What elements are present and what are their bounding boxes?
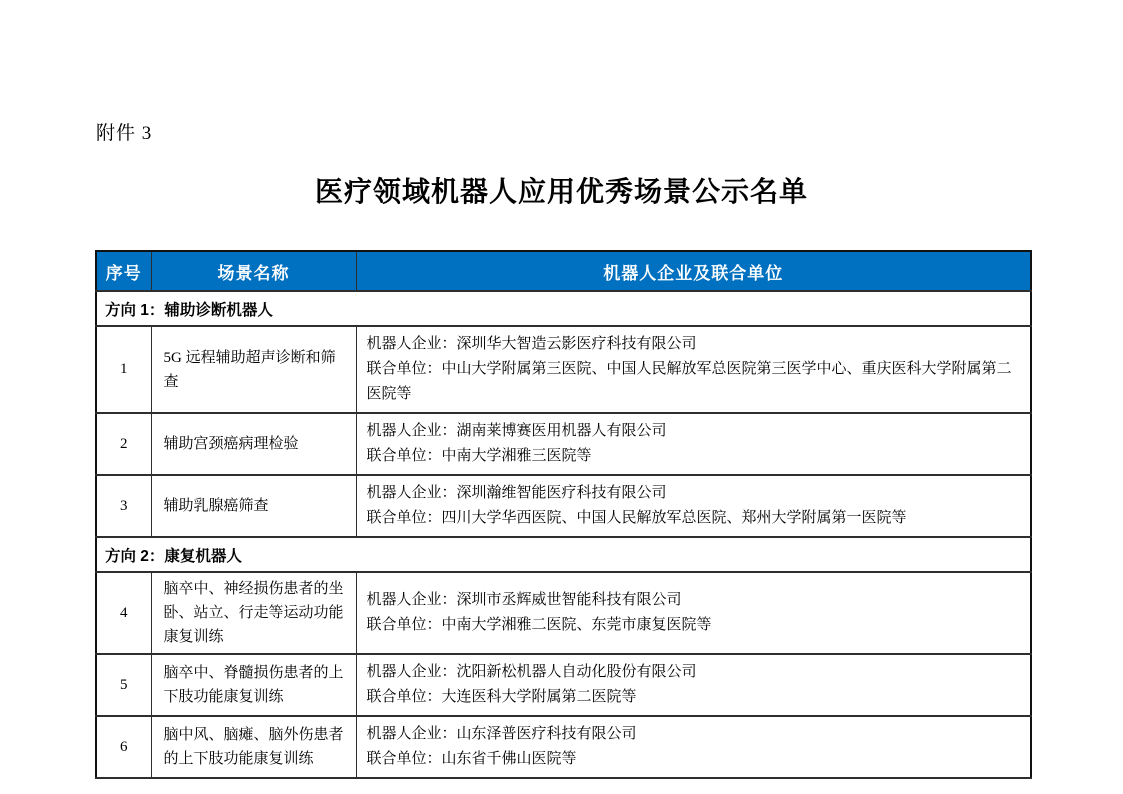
table-row (96, 654, 1031, 716)
org-cell (356, 654, 1031, 716)
partners-line: 联合单位：中南大学湘雅三医院等 (366, 448, 592, 464)
scene-name: 辅助宫颈癌病理检验 (151, 413, 356, 475)
column-header-no: 序号 (96, 251, 151, 291)
section-label: 方向 1：辅助诊断机器人 (96, 291, 1031, 326)
company-line: 机器人企业：深圳华大智造云影医疗科技有限公司 (366, 336, 697, 352)
page-title: 医疗领域机器人应用优秀场景公示名单 (314, 177, 808, 208)
company-line: 机器人企业：深圳瀚维智能医疗科技有限公司 (366, 485, 667, 501)
table-row (96, 572, 1031, 654)
section-label: 方向 2：康复机器人 (96, 537, 1031, 572)
partners-line: 联合单位：中山大学附属第三医院、中国人民解放军总医院第三医学中心、重庆医科大学附属第二医院等 (366, 361, 1012, 402)
org-cell (356, 716, 1031, 778)
scenario-table (95, 250, 1032, 779)
company-line: 机器人企业：深圳市丞辉威世智能科技有限公司 (366, 592, 682, 608)
company-line: 机器人企业：山东泽普医疗科技有限公司 (366, 726, 637, 742)
scene-name: 脑卒中、神经损伤患者的坐卧、站立、行走等运动功能康复训练 (151, 572, 356, 654)
row-number: 3 (96, 475, 151, 537)
column-header-org: 机器人企业及联合单位 (356, 251, 1031, 291)
row-number: 4 (96, 572, 151, 654)
org-cell (356, 572, 1031, 654)
column-header-scene: 场景名称 (151, 251, 356, 291)
org-cell (356, 326, 1031, 413)
scene-name: 脑卒中、脊髓损伤患者的上下肢功能康复训练 (151, 654, 356, 716)
partners-line: 联合单位：四川大学华西医院、中国人民解放军总医院、郑州大学附属第一医院等 (366, 510, 907, 526)
row-number: 6 (96, 716, 151, 778)
company-line: 机器人企业：沈阳新松机器人自动化股份有限公司 (366, 664, 697, 680)
section-row-direction1 (96, 291, 1031, 326)
row-number: 5 (96, 654, 151, 716)
table-row (96, 716, 1031, 778)
scene-name: 5G 远程辅助超声诊断和筛查 (151, 326, 356, 413)
org-cell (356, 475, 1031, 537)
table-header-row (96, 251, 1031, 291)
table-row (96, 475, 1031, 537)
table-row (96, 413, 1031, 475)
partners-line: 联合单位：中南大学湘雅二医院、东莞市康复医院等 (366, 617, 712, 633)
partners-line: 联合单位：大连医科大学附属第二医院等 (366, 689, 637, 705)
scene-name: 辅助乳腺癌筛查 (151, 475, 356, 537)
company-line: 机器人企业：湖南莱博赛医用机器人有限公司 (366, 423, 667, 439)
section-row-direction2 (96, 537, 1031, 572)
scene-name: 脑中风、脑瘫、脑外伤患者的上下肢功能康复训练 (151, 716, 356, 778)
table-row (96, 326, 1031, 413)
partners-line: 联合单位：山东省千佛山医院等 (366, 751, 577, 767)
row-number: 2 (96, 413, 151, 475)
row-number: 1 (96, 326, 151, 413)
org-cell (356, 413, 1031, 475)
attachment-label: 附件 3 (96, 123, 153, 144)
